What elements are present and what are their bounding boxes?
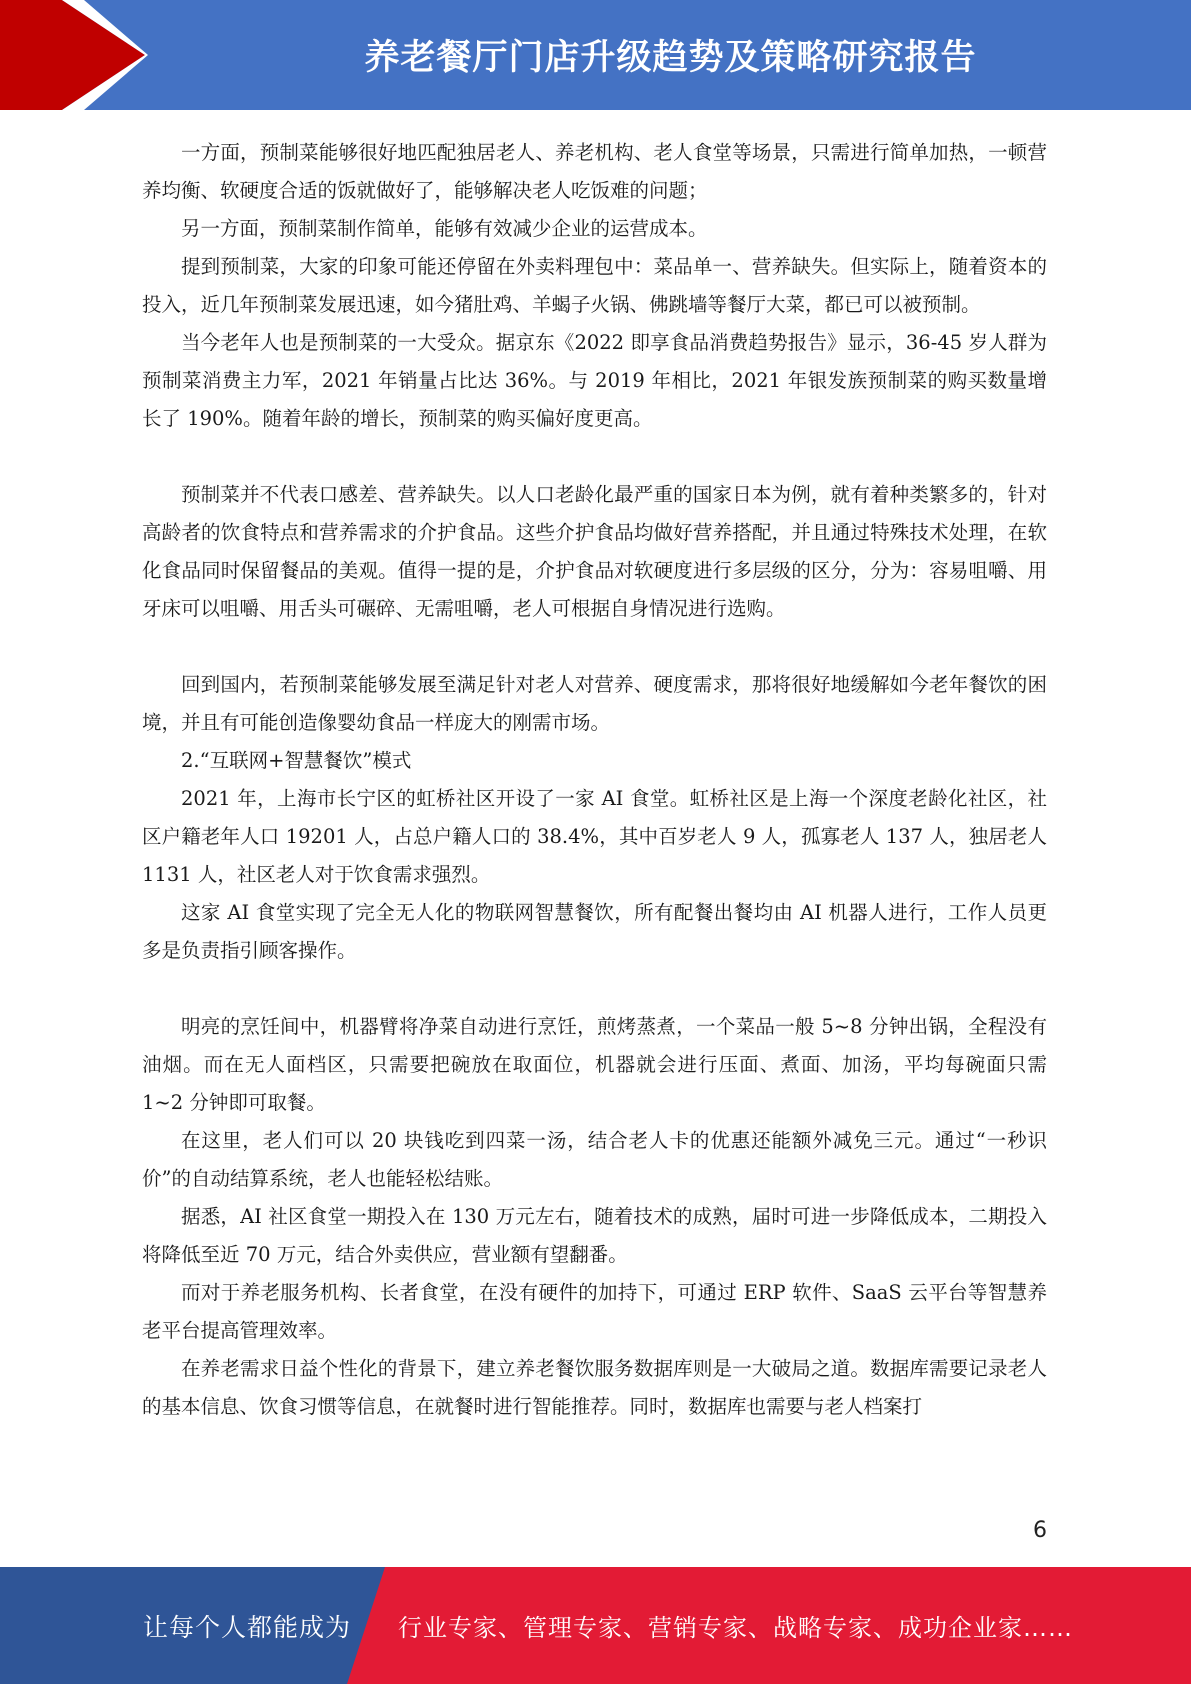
paragraph: 当今老年人也是预制菜的一大受众。据京东《2022 即享食品消费趋势报告》显示，36-45 岁人群为预制菜消费主力军，2021 年销量占比达 36%。与 2019 年相比，2021 年银发族预制菜的购买数量增长了 190%。随着年龄的增长，预制菜的购买偏好度更高。 xyxy=(142,331,1047,430)
paragraph: 2021 年，上海市长宁区的虹桥社区开设了一家 AI 食堂。虹桥社区是上海一个深度老龄化社区，社区户籍老年人口 19201 人，占总户籍人口的 38.4%，其中百岁老人 9 人，孤寡老人 137 人，独居老人 1131 人，社区老人对于饮食需求强烈。 xyxy=(142,787,1047,886)
page-title: 养老餐厅门店升级趋势及策略研究报告 xyxy=(364,38,977,78)
paragraph: 提到预制菜，大家的印象可能还停留在外卖料理包中：菜品单一、营养缺失。但实际上，随着资本的投入，近几年预制菜发展迅速，如今猪肚鸡、羊蝎子火锅、佛跳墙等餐厅大菜，都已可以被预制。 xyxy=(142,255,1047,316)
paragraph: 回到国内，若预制菜能够发展至满足针对老人对营养、硬度需求，那将很好地缓解如今老年餐饮的困境，并且有可能创造像婴幼食品一样庞大的刚需市场。 xyxy=(142,673,1047,734)
paragraph: 明亮的烹饪间中，机器臂将净菜自动进行烹饪，煎烤蒸煮，一个菜品一般 5~8 分钟出锅，全程没有油烟。而在无人面档区，只需要把碗放在取面位，机器就会进行压面、煮面、加汤，平均每碗面只需 1~2 分钟即可取餐。 xyxy=(142,1015,1047,1114)
page-number: 6 xyxy=(1033,1518,1047,1543)
paragraph: 一方面，预制菜能够很好地匹配独居老人、养老机构、老人食堂等场景，只需进行简单加热，一顿营养均衡、软硬度合适的饭就做好了，能够解决老人吃饭难的问题； xyxy=(142,141,1047,202)
footer-slogan-left: 让每个人都能成为 xyxy=(143,1612,352,1642)
report-body xyxy=(142,134,1047,1426)
paragraph: 而对于养老服务机构、长者食堂，在没有硬件的加持下，可通过 ERP 软件、SaaS 云平台等智慧养老平台提高管理效率。 xyxy=(142,1281,1047,1342)
paragraph: 在这里，老人们可以 20 块钱吃到四菜一汤，结合老人卡的优惠还能额外减免三元。通过“一秒识价”的自动结算系统，老人也能轻松结账。 xyxy=(142,1129,1047,1190)
paragraph: 在养老需求日益个性化的背景下，建立养老餐饮服务数据库则是一大破局之道。数据库需要记录老人的基本信息、饮食习惯等信息，在就餐时进行智能推荐。同时，数据库也需要与老人档案打 xyxy=(142,1357,1047,1418)
paragraph: 据悉，AI 社区食堂一期投入在 130 万元左右，随着技术的成熟，届时可进一步降低成本，二期投入将降低至近 70 万元，结合外卖供应，营业额有望翻番。 xyxy=(142,1205,1047,1266)
section-heading: 2.“互联网+智慧餐饮”模式 xyxy=(181,749,412,772)
paragraph: 这家 AI 食堂实现了完全无人化的物联网智慧餐饮，所有配餐出餐均由 AI 机器人进行，工作人员更多是负责指引顾客操作。 xyxy=(142,901,1047,962)
footer-slogan-right: 行业专家、管理专家、营销专家、战略专家、成功企业家…… xyxy=(398,1614,1073,1642)
page-footer xyxy=(0,1567,1191,1684)
paragraph: 另一方面，预制菜制作简单，能够有效减少企业的运营成本。 xyxy=(181,217,708,240)
page-header xyxy=(0,0,1191,110)
paragraph: 预制菜并不代表口感差、营养缺失。以人口老龄化最严重的国家日本为例，就有着种类繁多的，针对高龄者的饮食特点和营养需求的介护食品。这些介护食品均做好营养搭配，并且通过特殊技术处理，在软化食品同时保留餐品的美观。值得一提的是，介护食品对软硬度进行多层级的区分，分为：容易咀嚼、用牙床可以咀嚼、用舌头可碾碎、无需咀嚼，老人可根据自身情况进行选购。 xyxy=(142,483,1047,620)
